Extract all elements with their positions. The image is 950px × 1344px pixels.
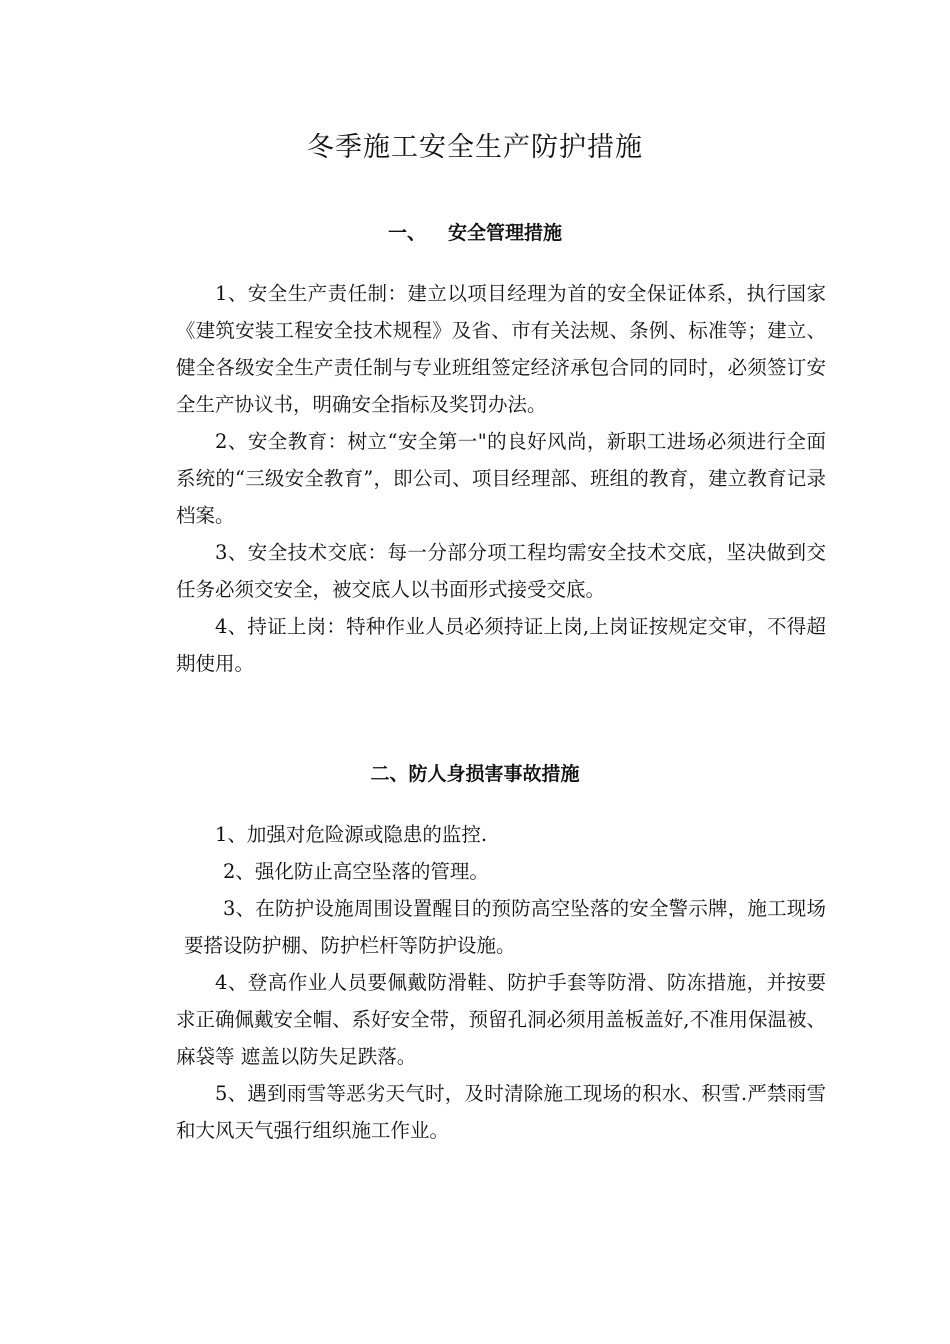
section-2-item-2: 2、强化防止高空坠落的管理。: [223, 860, 489, 883]
section-2-item-4: 4、登高作业人员要佩戴防滑鞋、防护手套等防滑、防冻措施，并按要求正确佩戴安全帽、系好安全带，预留孔洞必须用盖板盖好,不准用保温被、麻袋等 遮盖以防失足跌落。: [176, 971, 826, 1068]
section-1-heading: [0, 218, 950, 248]
section-1-paragraph-4: 4、持证上岗：特种作业人员必须持证上岗,上岗证按规定交审，不得超期使用。: [176, 615, 826, 675]
section-2-body: [176, 816, 826, 1149]
section-1-paragraph-2: 2、安全教育：树立“安全第一"的良好风尚，新职工进场必须进行全面系统的“三级安全教育”，即公司、项目经理部、班组的教育，建立教育记录档案。: [176, 430, 826, 527]
section-1-body: [176, 275, 826, 682]
section-2-item-1: 1、加强对危险源或隐患的监控.: [215, 823, 488, 846]
section-1-paragraph-1: 1、安全生产责任制：建立以项目经理为首的安全保证体系，执行国家《建筑安装工程安全技术规程》及省、市有关法规、条例、标准等；建立、健全各级安全生产责任制与专业班组签定经济承包合同的同时，必须签订安全生产协议书，明确安全指标及奖罚办法。: [176, 282, 826, 416]
section-1-paragraph-3: 3、安全技术交底：每一分部分项工程均需安全技术交底，坚决做到交任务必须交安全，被交底人以书面形式接受交底。: [176, 541, 826, 601]
section-2-item-5: 5、遇到雨雪等恶劣天气时，及时清除施工现场的积水、积雪.严禁雨雪和大风天气强行组织施工作业。: [176, 1082, 826, 1142]
section-2-item-3: 3、在防护设施周围设置醒目的预防高空坠落的安全警示牌，施工现场要搭设防护棚、防护栏杆等防护设施。: [184, 897, 826, 957]
section-1-number: 一、: [387, 222, 426, 244]
section-1-title: 安全管理措施: [448, 222, 563, 244]
document-title: 冬季施工安全生产防护措施: [307, 132, 643, 163]
section-2-heading: 二、防人身损害事故措施: [370, 763, 580, 785]
